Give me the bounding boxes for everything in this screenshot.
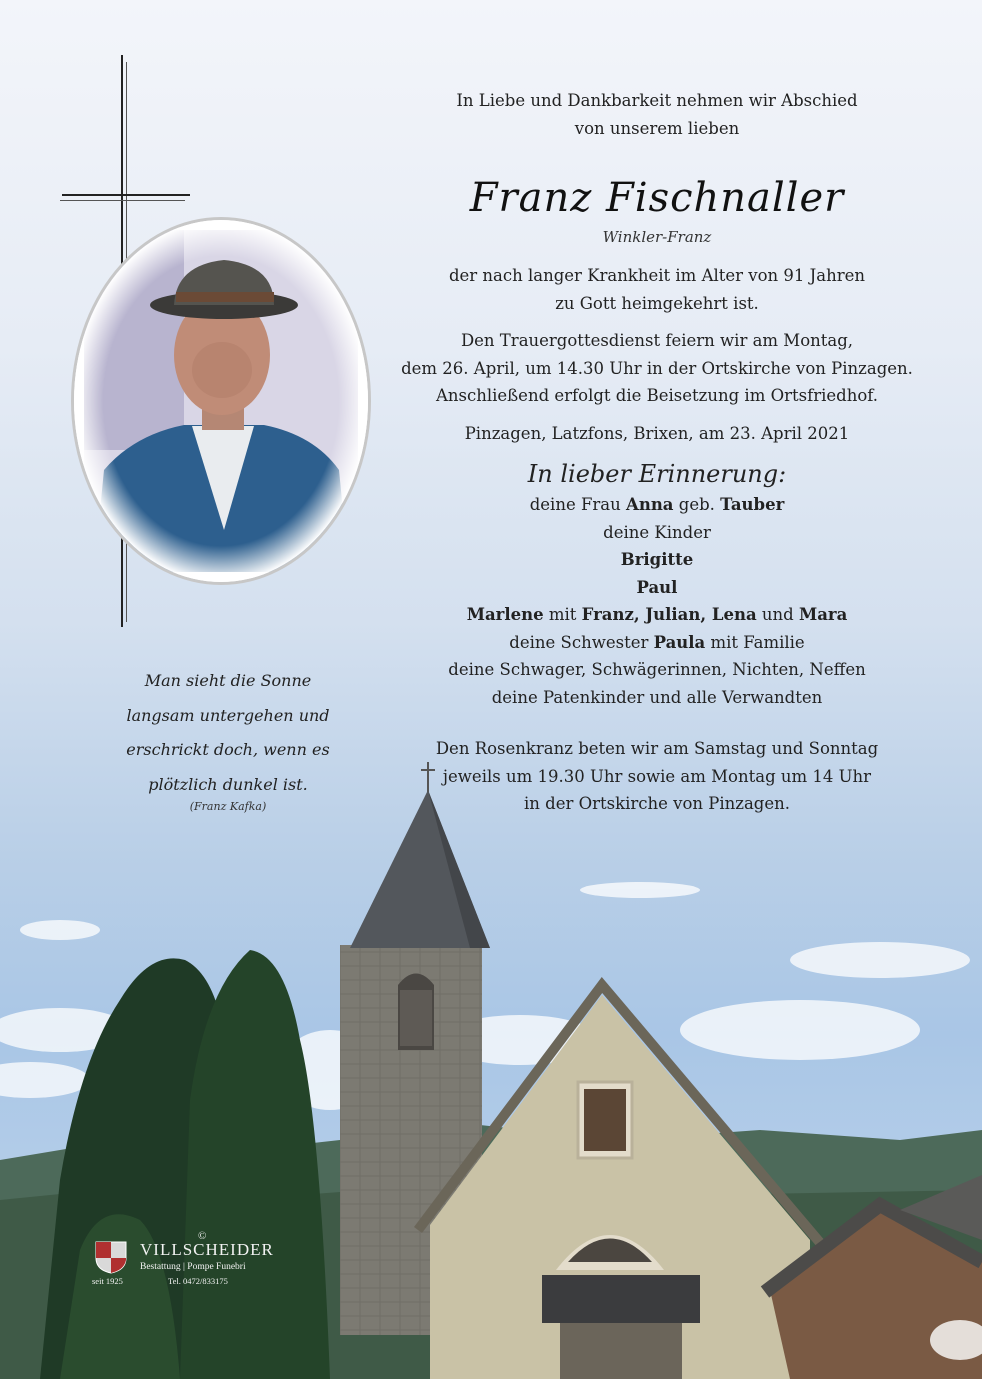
family-godchildren: deine Patenkinder und alle Verwandten: [491, 687, 823, 707]
cross-horizontal-line-thin: [60, 200, 185, 201]
cross-horizontal-line: [62, 194, 190, 196]
intro-line-2: von unserem lieben: [574, 118, 740, 138]
child-paul: Paul: [636, 577, 678, 597]
logo-telephone: Tel. 0472/833175: [168, 1276, 228, 1286]
rosary-line-2: jeweils um 19.30 Uhr sowie am Montag um 14 Uhr: [442, 766, 872, 786]
quote-line-3: erschrickt doch, wenn es: [126, 740, 330, 759]
memory-heading: In lieber Erinnerung:: [527, 460, 787, 488]
marlene-und: und: [761, 605, 794, 624]
quote: [118, 664, 338, 802]
service-line-1: Den Trauergottesdienst feiern wir am Montag,: [460, 331, 854, 350]
sister-prefix: deine Schwester: [509, 632, 649, 652]
funeral-home-logo: [90, 1230, 290, 1290]
rosary-line-1: Den Rosenkranz beten wir am Samstag und Sonntag: [435, 739, 879, 758]
rosary-line-3: in der Ortskirche von Pinzagen.: [523, 794, 791, 813]
deceased-name: Franz Fischnaller: [469, 175, 845, 221]
marlene-family-last: Mara: [798, 605, 848, 624]
children-label: deine Kinder: [603, 522, 711, 542]
service-line-3: Anschließend erfolgt die Beisetzung im Ortsfriedhof.: [435, 386, 879, 405]
child-marlene: Marlene: [466, 605, 544, 624]
family-marlene: [376, 601, 938, 629]
family-sister: [376, 629, 938, 657]
family-wife: [376, 491, 938, 519]
logo-copyright: ©: [198, 1230, 207, 1242]
quote-line-2: langsam untergehen und: [126, 705, 330, 725]
logo-subtitle: Bestattung | Pompe Funebri: [140, 1262, 246, 1272]
death-line-1: der nach langer Krankheit im Alter von 91 Jahren: [448, 266, 866, 285]
sister-name: Paula: [653, 632, 706, 652]
death-line-2: zu Gott heimgekehrt ist.: [555, 293, 759, 313]
obituary-text: [376, 87, 938, 818]
wife-name: Anna: [626, 495, 674, 514]
wife-geb: geb.: [678, 495, 715, 514]
intro-line-1: In Liebe und Dankbarkeit nehmen wir Abschied: [456, 91, 858, 110]
deceased-nickname: Winkler-Franz: [602, 228, 712, 246]
crest-icon: [92, 1238, 130, 1274]
quote-author: (Franz Kafka): [189, 800, 267, 813]
logo-since: seit 1925: [92, 1276, 123, 1286]
marlene-mit: mit: [548, 605, 577, 624]
child-brigitte: Brigitte: [620, 550, 694, 569]
marlene-family: Franz, Julian, Lena: [581, 605, 757, 624]
place-date: Pinzagen, Latzfons, Brixen, am 23. April 2021: [464, 423, 850, 443]
logo-brand: VILLSCHEIDER: [140, 1240, 274, 1259]
wife-prefix: deine Frau: [529, 495, 621, 514]
quote-line-4: plötzlich dunkel ist.: [148, 774, 308, 794]
deceased-portrait-photo: [74, 220, 368, 582]
wife-maiden-name: Tauber: [720, 495, 785, 514]
sister-suffix: mit Familie: [710, 632, 805, 652]
family-inlaws: deine Schwager, Schwägerinnen, Nichten, Neffen: [448, 660, 866, 679]
quote-line-1: Man sieht die Sonne: [144, 671, 312, 690]
service-line-2: dem 26. April, um 14.30 Uhr in der Ortskirche von Pinzagen.: [401, 358, 913, 378]
